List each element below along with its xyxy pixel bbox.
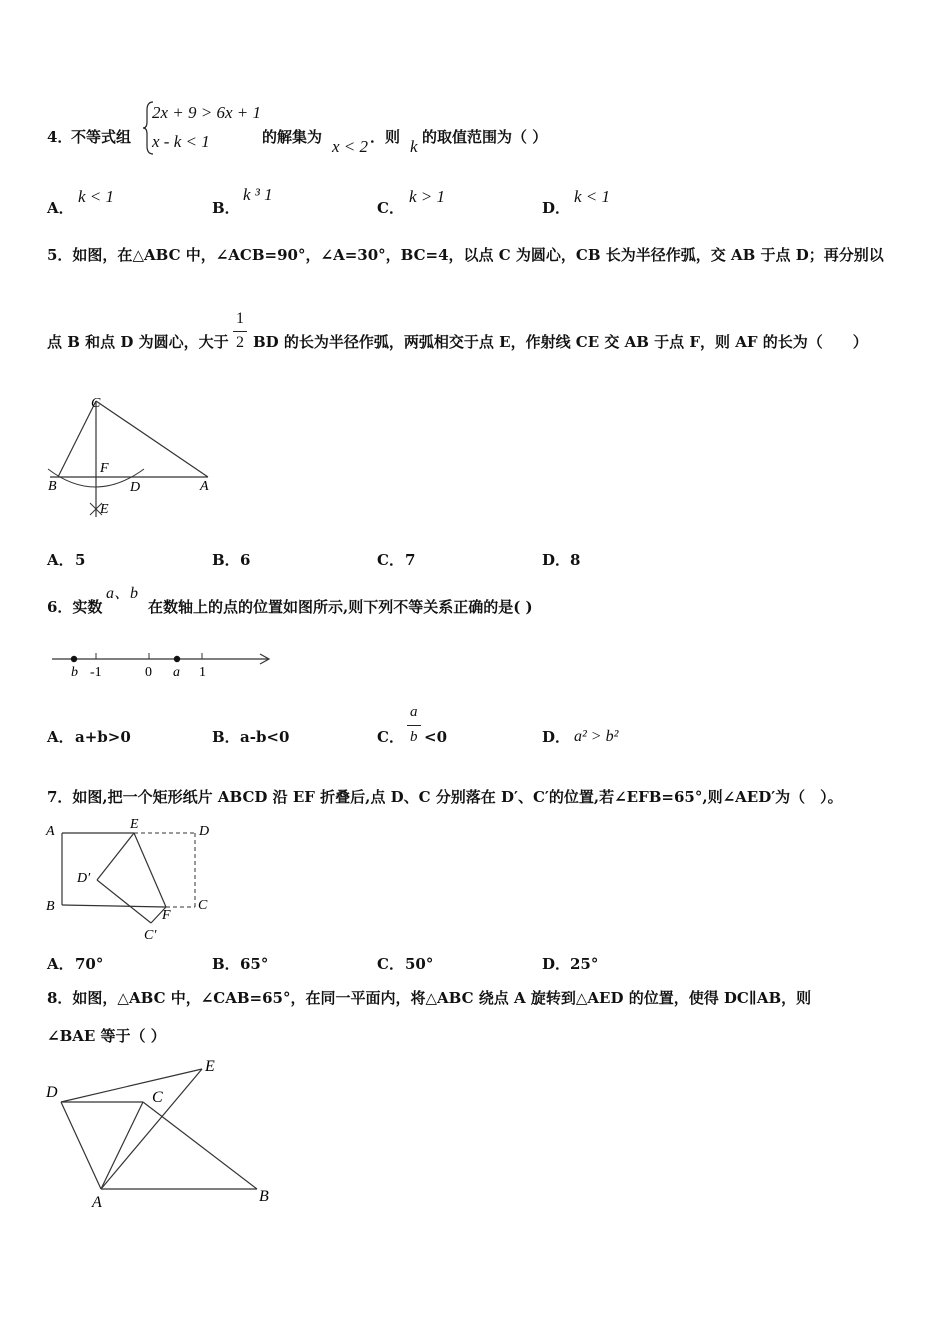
q5-line1: 5．如图，在△ABC 中，∠ACB=90°，∠A=30°，BC=4，以点 C 为圆心，CB 长为半径作弧，交 AB 于点 D；再分别以 (47, 246, 884, 264)
segment-de (61, 1069, 202, 1102)
q4-option-c-label: C． (377, 199, 404, 217)
segment-ed-prime (97, 833, 134, 880)
q5-option-d-value: 8 (570, 551, 581, 569)
q8-figure (40, 1055, 280, 1215)
q4-option-d-expr: k < 1 (574, 187, 611, 206)
q6-option-a-value: a+b>0 (75, 728, 131, 746)
q5-option-b-value: 6 (240, 551, 251, 569)
q4-suffix: 的取值范围为（ ） (422, 128, 548, 146)
q7-option-d-value: 25° (570, 955, 599, 973)
q4-after: ．则 (370, 128, 401, 146)
q8-label-b: B (259, 1188, 269, 1205)
q8-label-d: D (46, 1084, 58, 1101)
q5-label-a: A (200, 479, 209, 494)
segment-ac (101, 1102, 143, 1189)
q5-label-c: C (91, 396, 101, 411)
q7-label-d: D (199, 824, 210, 839)
q5-option-a-value: 5 (75, 551, 86, 569)
q6-option-c-value: <0 (424, 728, 448, 746)
q5-line2-suffix: BD 的长为半径作弧，两弧相交于点 E，作射线 CE 交 AB 于点 F，则 AF 的长为（ ） (253, 333, 868, 351)
q7-option-c-label: C． (377, 955, 404, 973)
q6-option-d-value: a² > b² (574, 728, 619, 745)
q5-option-d-label: D． (542, 551, 571, 569)
q7-figure (40, 815, 220, 945)
q7-option-b-label: B． (212, 955, 240, 973)
q5-label-b: B (48, 479, 57, 494)
q6-option-a-label: A． (47, 728, 74, 746)
q6-label-b: b (71, 665, 78, 680)
segment-da (61, 1102, 101, 1189)
q4-system-eq2: x - k < 1 (152, 132, 210, 151)
segment-ae (101, 1069, 202, 1189)
q7-text: 7．如图,把一个矩形纸片 ABCD 沿 EF 折叠后,点 D、C 分别落在 D′、C′的位置,若∠EFB=65°,则∠AED′为（ ）。 (47, 788, 843, 806)
q6-suffix: 在数轴上的点的位置如图所示,则下列不等关系正确的是( ) (148, 598, 533, 616)
q5-option-c-label: C． (377, 551, 404, 569)
q5-option-a-label: A． (47, 551, 74, 569)
q4-option-b-label: B． (212, 199, 240, 217)
q5-option-c-value: 7 (405, 551, 416, 569)
segment-ef (134, 833, 166, 907)
q5-fraction-denominator: 2 (236, 334, 244, 351)
segment-cb (143, 1102, 257, 1189)
q5-figure (40, 395, 220, 525)
q7-label-c: C (198, 898, 208, 913)
q6-label-minus-one: -1 (90, 665, 102, 680)
q6-label-one: 1 (199, 665, 206, 680)
q8-label-e: E (205, 1058, 215, 1075)
q4-number: 4． (47, 128, 73, 146)
q7-option-d-label: D． (542, 955, 571, 973)
q5-fraction-bar (233, 331, 247, 332)
q6-option-c-fraction-bar (407, 725, 421, 726)
segment-dprime-cprime (97, 880, 151, 923)
point-a (174, 656, 180, 662)
q4-option-d-label: D． (542, 199, 571, 217)
q5-label-d: D (130, 480, 141, 495)
q6-option-d-label: D． (542, 728, 571, 746)
q6-option-c-label: C． (377, 728, 404, 746)
q5-label-f: F (100, 461, 109, 476)
q4-system-eq1: 2x + 9 > 6x + 1 (152, 103, 262, 122)
q4-solution: x < 2 (332, 137, 369, 156)
q4-prefix: 不等式组 (71, 128, 132, 146)
q4-variable: k (410, 137, 418, 156)
q7-option-b-value: 65° (240, 955, 269, 973)
q7-option-a-value: 70° (75, 955, 104, 973)
q4-middle: 的解集为 (262, 128, 323, 146)
q7-label-d-prime: D′ (77, 871, 91, 886)
q4-option-b-expr: k ³ 1 (243, 185, 273, 204)
q8-line1: 8．如图，△ABC 中，∠CAB=65°，在同一平面内，将△ABC 绕点 A 旋转到△AED 的位置，使得 DC∥AB，则 (47, 989, 812, 1007)
q6-option-c-numerator: a (410, 704, 418, 720)
q7-label-e: E (130, 817, 139, 832)
q5-fraction-numerator: 1 (236, 310, 244, 327)
segment-ca (96, 401, 208, 477)
q8-label-c: C (152, 1089, 163, 1106)
q6-prefix: 6．实数 (47, 598, 103, 616)
q6-label-a: a (173, 665, 180, 680)
q5-label-e: E (100, 502, 109, 517)
q7-label-c-prime: C′ (144, 928, 157, 943)
q8-line2: ∠BAE 等于（ ） (47, 1027, 166, 1045)
q6-label-zero: 0 (145, 665, 152, 680)
q5-option-b-label: B． (212, 551, 240, 569)
q7-option-c-value: 50° (405, 955, 434, 973)
q8-label-a: A (92, 1194, 102, 1211)
q6-option-c-denominator: b (410, 729, 418, 745)
q6-number-line (50, 645, 275, 685)
segment-bf (62, 905, 166, 907)
q6-option-b-value: a-b<0 (240, 728, 290, 746)
segment-cb (58, 401, 96, 477)
q4-option-a-label: A． (47, 199, 74, 217)
q7-label-f: F (162, 908, 171, 923)
q6-variables: a、b (106, 585, 139, 602)
point-b (71, 656, 77, 662)
q5-line2-prefix: 点 B 和点 D 为圆心，大于 (47, 333, 229, 351)
q4-option-c-expr: k > 1 (409, 187, 446, 206)
q7-option-a-label: A． (47, 955, 74, 973)
q4-option-a-expr: k < 1 (78, 187, 115, 206)
q7-label-b: B (46, 899, 55, 914)
q7-label-a: A (46, 824, 55, 839)
q6-option-b-label: B． (212, 728, 240, 746)
